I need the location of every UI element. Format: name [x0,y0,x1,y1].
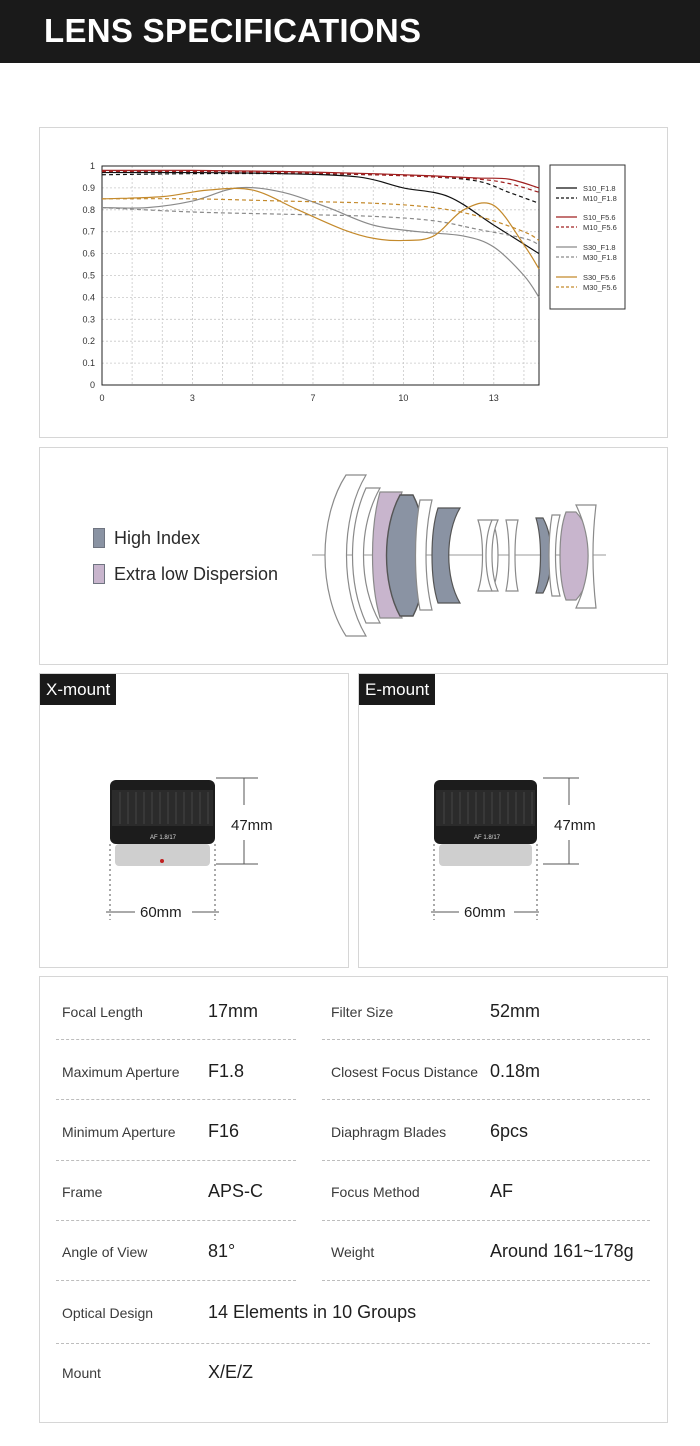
y-tick-label: 0.7 [82,226,95,237]
series-line-s10-f1-8 [102,172,539,253]
y-tick-label: 0.6 [82,248,95,259]
spec-label-weight: Weight [331,1244,375,1260]
e-mount-tag: E-mount [359,674,435,705]
spec-label-mount: Mount [62,1365,101,1381]
series-line-m30-f1-8 [102,208,539,245]
spec-value-frame: APS-C [208,1181,264,1201]
spec-label-diaphragm-blades: Diaphragm Blades [331,1124,447,1140]
x-tick-label: 3 [189,393,195,403]
y-tick-label: 0.3 [82,314,95,325]
height-label: 47mm [554,817,596,834]
e-mount-lens-drawing [359,674,669,969]
spec-label-filter-size: Filter Size [331,1004,394,1020]
y-tick-label: 0.8 [82,204,95,215]
width-label: 60mm [140,904,182,921]
spec-label-optical-design: Optical Design [62,1305,154,1321]
spec-label-closest-focus: Closest Focus Distance [331,1064,479,1080]
spec-value-weight: Around 161~178g [490,1241,634,1261]
row-divider [56,1220,296,1221]
lens-diagram [40,448,669,666]
x-mount-lens-drawing [40,674,350,969]
spec-value-mount: X/E/Z [208,1362,254,1382]
spec-label-focus-method: Focus Method [331,1184,420,1200]
y-tick-label: 0.4 [82,292,95,303]
y-tick-label: 0.2 [82,336,95,347]
legend-label: S30_F1.8 [583,243,616,252]
mtf-chart [40,128,669,439]
width-label: 60mm [464,904,506,921]
row-divider [56,1099,296,1100]
lens-focus-ring [436,790,535,826]
row-divider [322,1280,650,1281]
row-divider [322,1160,650,1161]
x-tick-label: 7 [310,393,316,403]
spec-value-filter-size: 52mm [490,1001,541,1021]
legend-label: S10_F1.8 [583,184,616,193]
row-divider [56,1343,650,1344]
spec-value-min-aperture: F16 [208,1121,240,1141]
row-divider [56,1160,296,1161]
legend-label: M10_F5.6 [583,223,617,232]
row-divider [56,1280,296,1281]
spec-value-max-aperture: F1.8 [208,1061,245,1081]
y-tick-label: 0 [89,380,95,390]
spec-value-diaphragm-blades: 6pcs [490,1121,529,1141]
spec-label-angle-of-view: Angle of View [62,1244,148,1260]
lens-focus-ring [112,790,213,826]
spec-table [39,976,668,1423]
e-mount-panel [358,673,668,968]
spec-value-focal-length: 17mm [208,1001,259,1021]
y-tick-label: 0.5 [82,270,95,281]
spec-label-min-aperture: Minimum Aperture [62,1124,176,1140]
high-index-label: High Index [114,528,201,548]
legend-label: S10_F5.6 [583,213,616,222]
legend-label: M30_F5.6 [583,283,617,292]
lens-mount [439,844,532,866]
spec-value-optical-design: 14 Elements in 10 Groups [208,1302,417,1322]
spec-value-closest-focus: 0.18m [490,1061,541,1081]
spec-label-max-aperture: Maximum Aperture [62,1064,180,1080]
height-label: 47mm [231,817,273,834]
page-title: LENS SPECIFICATIONS [44,12,422,49]
spec-label-frame: Frame [62,1184,103,1200]
ed-label: Extra low Dispersion [114,564,279,584]
page-header [0,0,700,63]
legend-label: M10_F1.8 [583,194,617,203]
x-mount-tag: X-mount [40,674,116,705]
x-tick-label: 10 [398,393,409,403]
x-tick-label: 0 [99,393,105,403]
y-tick-label: 0.9 [82,182,95,193]
row-divider [322,1099,650,1100]
row-divider [322,1220,650,1221]
x-mount-panel [39,673,349,968]
series-line-s30-f1-8 [102,187,539,297]
lens-engraving: AF 1.8/17 [474,835,501,841]
mtf-chart-panel [39,127,668,438]
row-divider [56,1039,296,1040]
lens-engraving: AF 1.8/17 [150,835,177,841]
legend-label: M30_F1.8 [583,253,617,262]
spec-value-angle-of-view: 81° [208,1241,236,1261]
spec-value-focus-method: AF [490,1181,514,1201]
legend-label: S30_F5.6 [583,273,616,282]
spec-label-focal-length: Focal Length [62,1004,143,1020]
y-tick-label: 1 [89,161,95,171]
optical-construction-panel [39,447,668,665]
x-tick-label: 13 [488,393,499,403]
y-tick-label: 0.1 [82,358,95,369]
row-divider [322,1039,650,1040]
